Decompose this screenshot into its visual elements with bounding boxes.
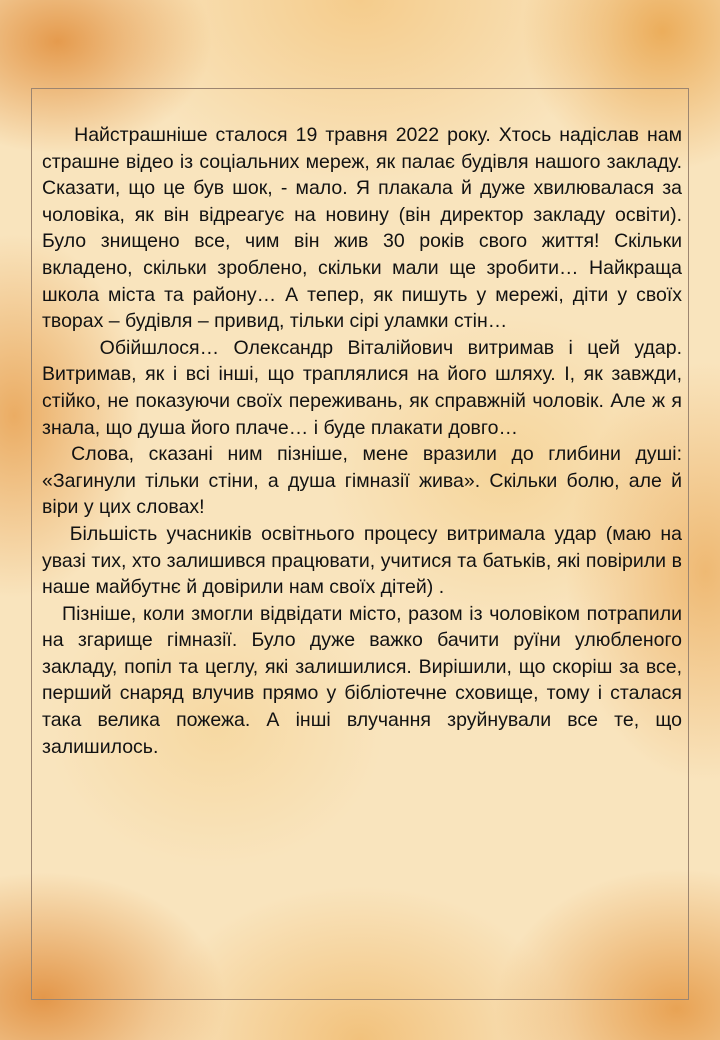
paragraph: Більшість учасників освітнього процесу витримала удар (маю на увазі тих, хто залишився працювати, учитися та батьків, які повірили в наше майбутнє й довірили нам своїх дітей) .: [42, 522, 688, 599]
paragraph: Найстрашніше сталося 19 травня 2022 року. Хтось надіслав нам страшне відео із соціальних мереж, як палає будівля нашого закладу. Сказати, що це був шок, - мало. Я плакала й дуже хвилювалася за чоловіка, як він відреагує на новину (він директор закладу освіти). Було знищено все, чим він жив 30 років свого життя! Скільки вкладено, скільки зроблено, скільки мали ще зробити… Найкраща школа міста та району… А тепер, як пишуть у мережі, діти у своїх творах – будівля – привид, тільки сірі уламки стін…: [42, 124, 688, 333]
document-body: [42, 122, 688, 760]
paragraph: Пізніше, коли змогли відвідати місто, разом із чоловіком потрапили на згарище гімназії. Було дуже важко бачити руїни улюбленого закладу, попіл та цеглу, які залишилися. Вирішили, що скоріш за все, перший снаряд влучив прямо у бібліотечне сховище, тому і сталася така велика пожежа. А інші влучання зруйнували все те, що залишилось.: [42, 602, 688, 758]
paragraph: Слова, сказані ним пізніше, мене вразили до глибини душі: «Загинули тільки стіни, а душа гімназії жива». Скільки болю, але й віри у цих словах!: [42, 443, 688, 519]
paragraph: Обійшлося… Олександр Віталійович витримав і цей удар. Витримав, як і всі інші, що траплялися на його шляху. І, як завжди, стійко, не показуючи своїх переживань, як справжній чоловік. Але ж я знала, що душа його плаче… і буде плакати довго…: [42, 336, 688, 439]
